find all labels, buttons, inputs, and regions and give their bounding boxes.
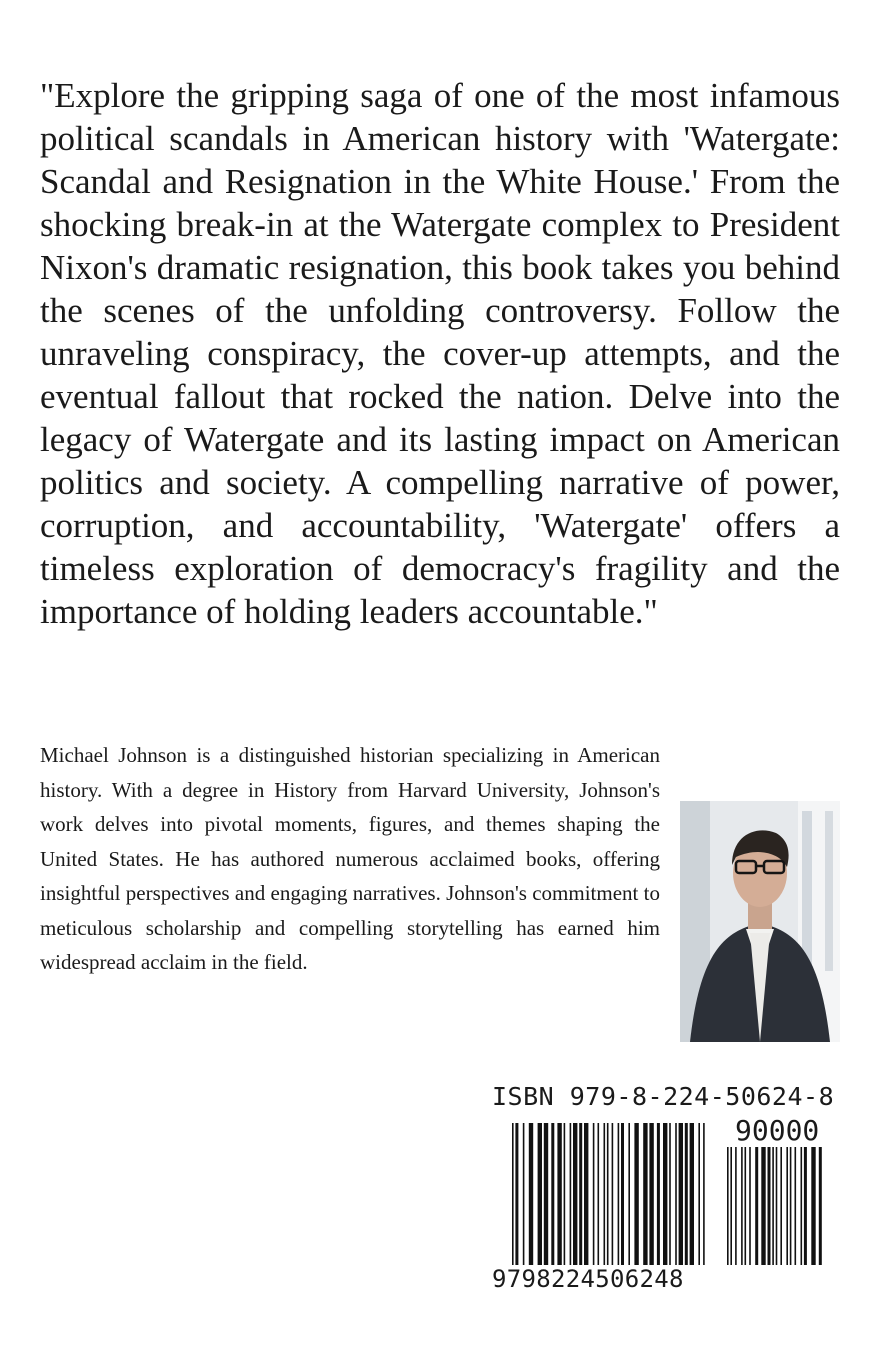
price-code: 90000 [735, 1114, 820, 1147]
author-bio: Michael Johnson is a distinguished historian specializing in American history. With a degree in History from Harvard University, Johnson's work delves into pivotal moments, figures, and themes shaping the United States. He has authored numerous acclaimed books, offering insightful perspectives and engaging narratives. Johnson's commitment to meticulous scholarship and compelling storytelling has earned him widespread acclaim in the field. [40, 743, 660, 974]
barcode-digits: 9798224506248 [492, 1265, 684, 1293]
author-photo [680, 801, 840, 1042]
book-blurb: "Explore the gripping saga of one of the most infamous political scandals in American history with 'Watergate: Scandal and Resignation in the White House.' From the shocking break-in at the Watergate complex to President Nixon's dramatic resignation, this book takes you behind the scenes of the unfolding controversy. Follow the unraveling conspiracy, the cover-up attempts, and the eventual fallout that rocked the nation. Delve into the legacy of Watergate and its lasting impact on American politics and society. A compelling narrative of power, corruption, and accountability, 'Watergate' offers a timeless exploration of democracy's fragility and the importance of holding leaders accountable." [40, 76, 840, 631]
isbn-label: ISBN 979-8-224-50624-8 [492, 1082, 835, 1111]
isbn-barcode [492, 1115, 832, 1295]
